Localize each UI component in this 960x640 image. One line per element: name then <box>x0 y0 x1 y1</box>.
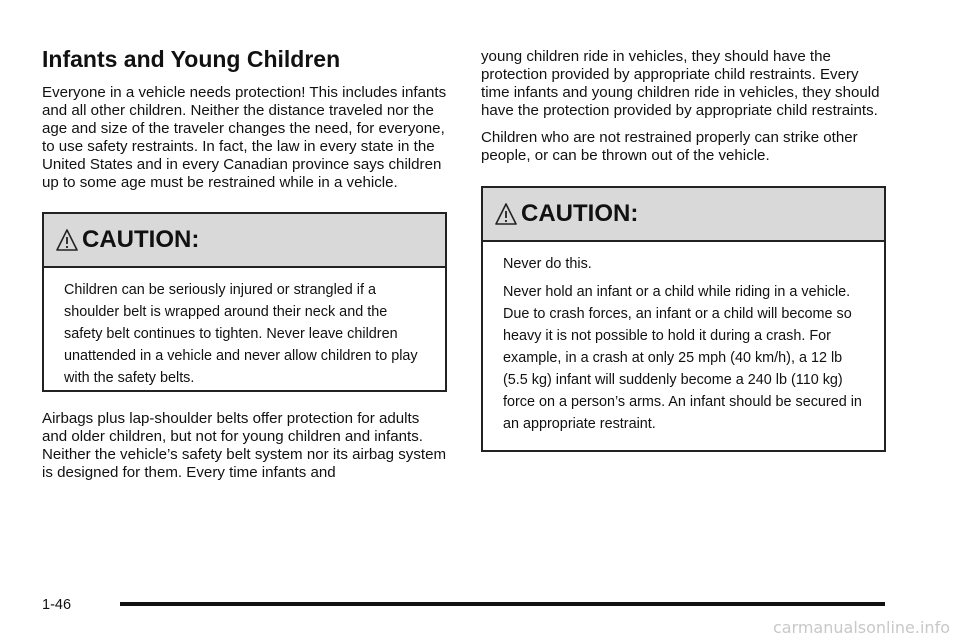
caution-box-belt <box>42 212 447 392</box>
caution-header <box>44 214 445 268</box>
intro-paragraph: Everyone in a vehicle needs protection! This includes infants and all other children. Neither the distance traveled nor the age and size of the traveler changes the need, for everyone, to use safety restraints. In fact, the law in every state in the United States and in every Canadian province says children up to some age must be restrained while in a vehicle. <box>42 84 447 191</box>
restraint-paragraph: Children who are not restrained properly can strike other people, or can be thrown out of the vehicle. <box>481 129 858 164</box>
caution-text-short: Never do this. <box>503 256 592 272</box>
footer-rule <box>120 602 885 606</box>
right-column <box>481 0 886 452</box>
caution-box-holding <box>481 186 886 452</box>
caution-header <box>483 188 884 242</box>
page-number: 1-46 <box>42 597 72 613</box>
airbag-paragraph: Airbags plus lap-shoulder belts offer protection for adults and older children, but not for young children and infants. Neither the vehicle’s safety belt system nor its airbag system is designed for them. Every time infants and <box>42 410 447 481</box>
caution-text-long: Never hold an infant or a child while riding in a vehicle. Due to crash forces, an infant or a child will become so heavy it is not possible to hold it during a crash. For example, in a crash at only 25 mph (40 km/h), a 12 lb (5.5 kg) infant will suddenly become a 240 lb (110 kg) force on a person’s arms. An infant should be secured in an appropriate restraint. <box>503 284 862 432</box>
caution-title: CAUTION: <box>521 200 639 227</box>
watermark: carmanualsonline.info <box>772 618 950 637</box>
caution-title: CAUTION: <box>82 226 200 253</box>
caution-body <box>483 242 884 449</box>
page-title: Infants and Young Children <box>42 46 341 72</box>
warning-triangle-icon <box>495 202 517 226</box>
warning-triangle-icon <box>56 228 78 252</box>
caution-text: Children can be seriously injured or strangled if a shoulder belt is wrapped around their neck and the safety belt continues to tighten. Never leave children unattended in a vehicle and never allow children to play with the safety belts. <box>64 282 418 386</box>
left-column <box>42 0 447 482</box>
caution-body <box>44 268 445 403</box>
continued-paragraph: young children ride in vehicles, they should have the protection provided by appropriate child restraints. Every time infants and young children ride in vehicles, they should have the protection provided by appropriate child restraints. <box>481 48 880 119</box>
